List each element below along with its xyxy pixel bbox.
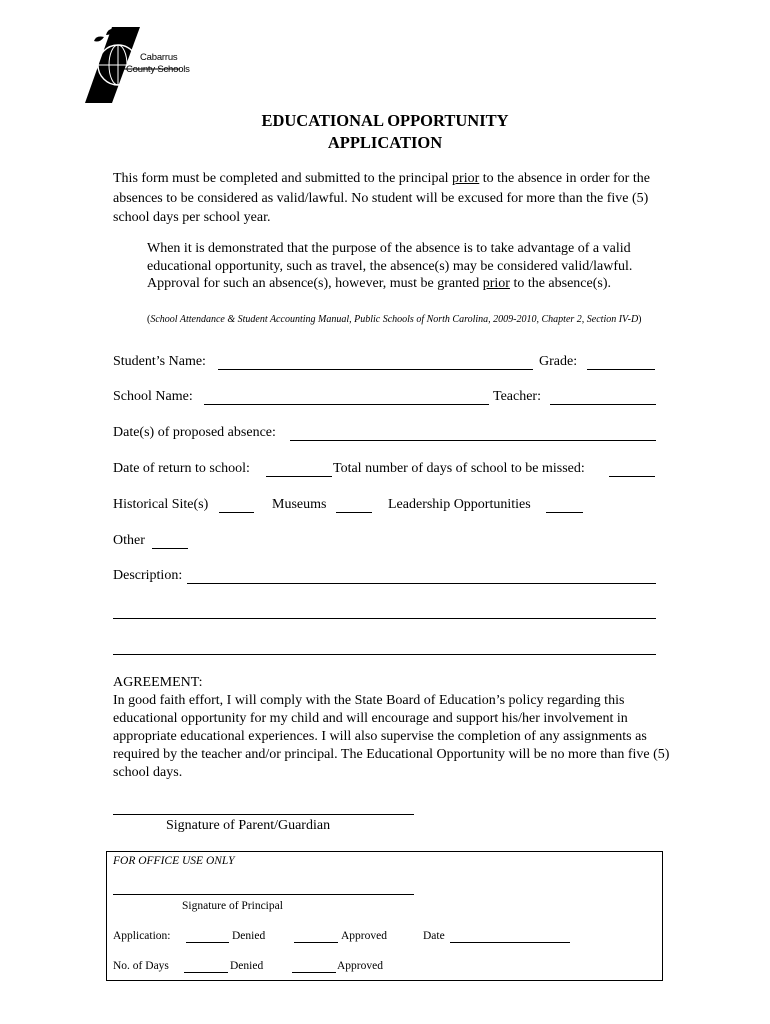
days-denied-label: Denied: [230, 960, 264, 972]
description-field-line-2[interactable]: [113, 618, 656, 619]
agreement-section: [113, 674, 673, 782]
cabarrus-county-schools-logo: [82, 25, 192, 105]
return-date-label: Date of return to school:: [113, 461, 250, 476]
policy-paragraph: When it is demonstrated that the purpose of the absence is to take advantage of a valid educational opportunity, such as travel, the absence(s) may be considered valid/lawful. Approval for such an absence(s), however, must be granted prior to the absence(s).: [147, 241, 633, 292]
page-title: EDUCATIONAL OPPORTUNITY: [261, 111, 509, 130]
intro-paragraph: This form must be completed and submitted to the principal prior to the absence in order for the absences to be considered as valid/lawful. No student will be excused for more than the five (5) school days per school year.: [113, 171, 650, 225]
citation: (School Attendance & Student Accounting Manual, Public Schools of North Carolina, 2009-2010, Chapter 2, Section IV-D): [147, 314, 642, 325]
grade-field[interactable]: [587, 369, 655, 370]
date-field[interactable]: [450, 942, 570, 943]
application-denied-field[interactable]: [186, 942, 229, 943]
teacher-label: Teacher:: [493, 389, 541, 404]
days-approved-label: Approved: [337, 960, 383, 972]
absence-dates-label: Date(s) of proposed absence:: [113, 425, 276, 440]
page-subtitle: APPLICATION: [327, 133, 443, 152]
description-field-line-1[interactable]: [187, 583, 656, 584]
application-label: Application:: [113, 930, 171, 942]
agreement-heading: AGREEMENT:: [113, 675, 203, 690]
museums-label: Museums: [272, 497, 327, 512]
student-name-label: Student’s Name:: [113, 354, 206, 369]
absence-dates-field[interactable]: [290, 440, 656, 441]
other-label: Other: [113, 533, 145, 548]
office-use-heading: FOR OFFICE USE ONLY: [113, 855, 235, 867]
total-days-label: Total number of days of school to be missed:: [333, 461, 585, 476]
parent-signature-line[interactable]: [113, 814, 414, 815]
grade-label: Grade:: [539, 354, 578, 369]
application-denied-label: Denied: [232, 930, 266, 942]
parent-signature-label: Signature of Parent/Guardian: [166, 818, 331, 833]
school-name-label: School Name:: [113, 389, 193, 404]
logo-line-1: Cabarrus: [140, 52, 178, 63]
date-label: Date: [423, 930, 445, 942]
student-name-field[interactable]: [218, 369, 533, 370]
days-denied-field[interactable]: [184, 972, 228, 973]
total-days-field[interactable]: [609, 476, 655, 477]
historical-sites-label: Historical Site(s): [113, 497, 209, 512]
leadership-label: Leadership Opportunities: [388, 497, 531, 512]
museums-checkbox[interactable]: [336, 512, 372, 513]
description-label: Description:: [113, 568, 183, 583]
logo-line-2: County Schools: [126, 64, 190, 75]
school-name-field[interactable]: [204, 404, 489, 405]
other-checkbox[interactable]: [152, 548, 188, 549]
days-approved-field[interactable]: [292, 972, 336, 973]
leadership-checkbox[interactable]: [546, 512, 583, 513]
application-approved-label: Approved: [341, 930, 387, 942]
description-field-line-3[interactable]: [113, 654, 656, 655]
teacher-field[interactable]: [550, 404, 656, 405]
return-date-field[interactable]: [266, 476, 332, 477]
application-approved-field[interactable]: [294, 942, 338, 943]
office-use-box: [106, 851, 663, 981]
principal-signature-label: Signature of Principal: [182, 900, 283, 912]
historical-sites-checkbox[interactable]: [219, 512, 254, 513]
number-of-days-label: No. of Days: [113, 960, 169, 972]
principal-signature-line[interactable]: [113, 894, 414, 895]
agreement-body: In good faith effort, I will comply with the State Board of Education’s policy regarding this educational opportunity for my child and will encourage and support his/her involvement in appropriate educational experiences. I will also supervise the completion of any assignments as required by the teacher and/or principal. The Educational Opportunity will be no more than five (5) school days.: [113, 693, 670, 780]
